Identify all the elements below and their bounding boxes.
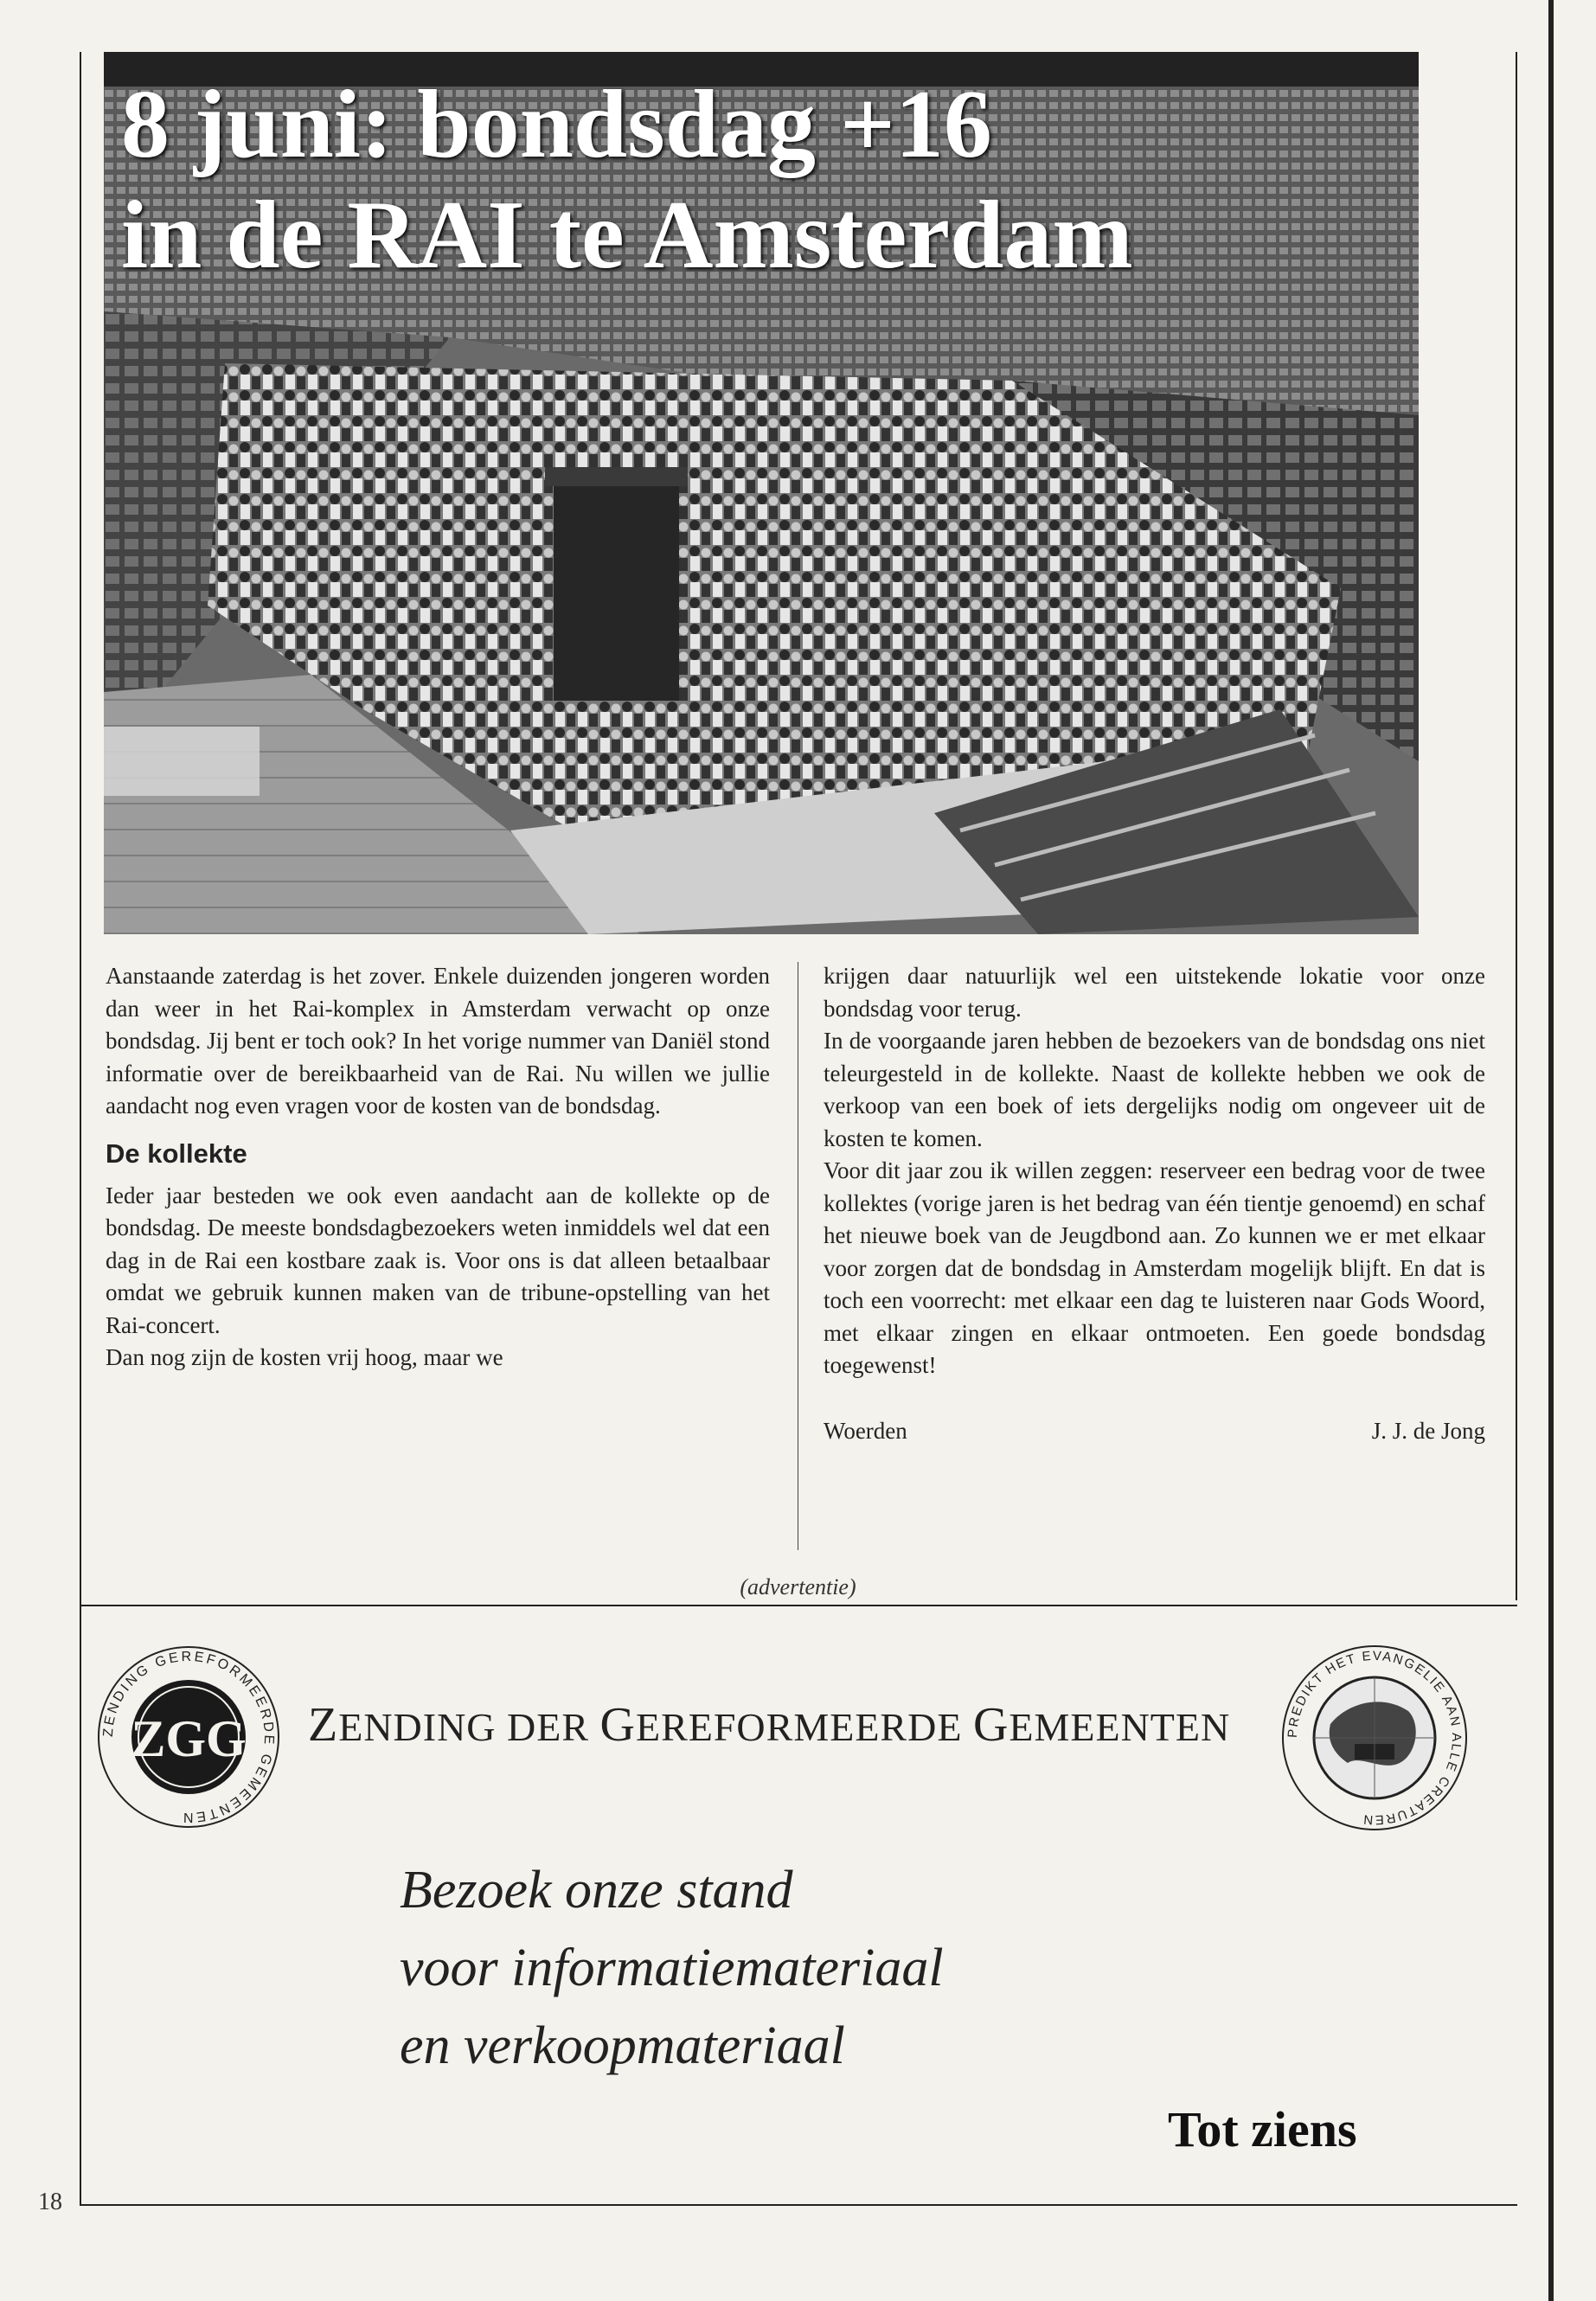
mission-ring-text: PREDIKT HET EVANGELIE AAN ALLE CREATUREN [1285, 1648, 1465, 1828]
org-name-cap-g1: G [599, 1698, 636, 1752]
article-column-right [824, 960, 1485, 1447]
page-number: 18 [38, 2189, 62, 2215]
article-column-left [106, 960, 770, 1375]
article-subheading: De kollekte [106, 1138, 247, 1169]
advertisement-message [400, 1851, 944, 2085]
advertisement-top-rule [80, 1605, 1517, 1606]
ad-line-2: voor informatiemateriaal [400, 1939, 944, 1997]
zgg-logo [93, 1642, 284, 1832]
advertisement-label: (advertentie) [740, 1574, 856, 1599]
org-name-cap-z: Z [308, 1698, 339, 1752]
article-kollekte-text: Ieder jaar besteden we ook even aandacht aan de kollekte op de bondsdag. De meeste bondsdagbezoekers weten inmiddels wel dat een dag in de Rai een kostbare zaak is. Voor ons is dat alleen betaalbaar omdat we gebruik kunnen maken van de tribune-opstelling van het Rai-concert. [106, 1182, 770, 1338]
headline-line-2: in de RAI te Amsterdam [121, 182, 1133, 289]
signature-place: Woerden [824, 1417, 907, 1444]
headline-line-1: 8 juni: bondsdag +16 [121, 71, 992, 178]
ad-line-3: en verkoopmateriaal [400, 2016, 845, 2075]
headline [121, 69, 1419, 291]
org-name-word-1: ENDING [338, 1705, 497, 1749]
page-frame-left [80, 52, 81, 2206]
signature-author: J. J. de Jong [1371, 1417, 1485, 1444]
org-name-word-4: EMEENTEN [1009, 1705, 1231, 1749]
advertisement-org-name [308, 1697, 1230, 1753]
zgg-monogram: ZGG [131, 1710, 247, 1767]
ad-line-1: Bezoek onze stand [400, 1861, 793, 1920]
advertisement-closing: Tot ziens [1168, 2101, 1357, 2157]
article-previous-years: In de voorgaande jaren hebben de bezoekers van de bondsdag ons niet teleurgesteld in de kollekte. Naast de kollekte hebben we ook de verkoop van een boek of iets dergelijks nodig om ongeveer uit de kosten te komen. [824, 1028, 1485, 1151]
article-this-year: Voor dit jaar zou ik willen zeggen: reserveer een bedrag voor de twee kollektes (vorige jaren is het bedrag van één tientje genoemd) en schaf het nieuwe boek van de Jeugdbond aan. Zo kunnen we er met elkaar voor zorgen dat de bondsdag in Amsterdam mogelijk blijft. En dat is toch een voorrecht: met elkaar een dag te luisteren naar Gods Woord, met elkaar zingen en elkaar ontmoeten. Een goede bondsdag toegewenst! [824, 1157, 1485, 1378]
article-intro: Aanstaande zaterdag is het zover. Enkele duizenden jongeren worden dan weer in het Rai-komplex in Amsterdam verwacht op onze bondsdag. Jij bent er toch ook? In het vorige nummer van Daniël stond informatie over de bereikbaarheid van de Rai. Nu willen we jullie aandacht nog even vragen voor de kosten van de bondsdag. [106, 963, 770, 1118]
org-name-word-2: DER [507, 1705, 590, 1749]
page-edge-shadow [1548, 0, 1554, 2301]
page-frame-bottom [80, 2204, 1517, 2206]
page-frame-right [1516, 52, 1517, 1600]
article-continuation: krijgen daar natuurlijk wel een uitstekende lokatie voor onze bondsdag voor terug. [824, 963, 1485, 1022]
org-name-word-3: EREFORMEERDE [635, 1705, 963, 1749]
zgg-ring-text: ZENDING GEREFORMEERDE GEMEENTEN [100, 1649, 277, 1825]
article-costs-text: Dan nog zijn de kosten vrij hoog, maar we [106, 1344, 503, 1370]
org-name-cap-g2: G [972, 1698, 1010, 1752]
article-signature [824, 1415, 1485, 1448]
mission-logo [1279, 1642, 1471, 1834]
